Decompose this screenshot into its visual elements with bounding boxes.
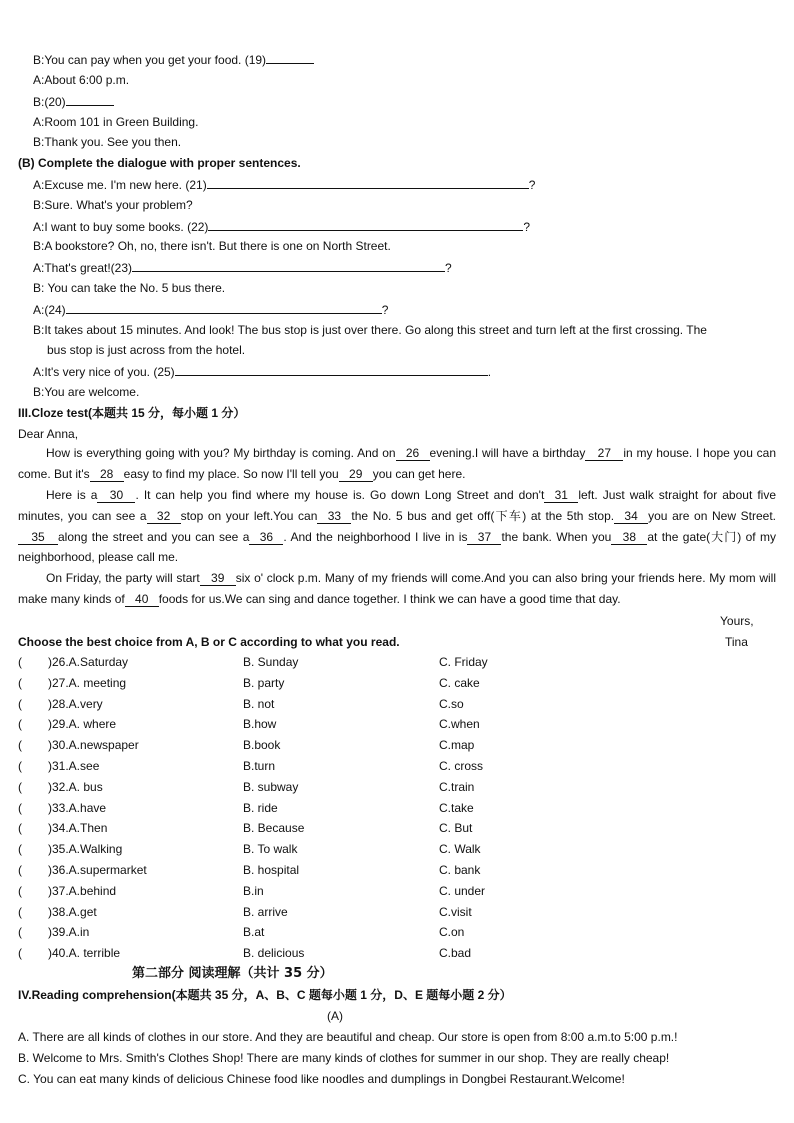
cloze-paragraph-3: On Friday, the party will start 39 six o' clock p.m. Many of my friends will come.And you can also bring your friends here. My mom will make many kinds of 40 foods for us.We can sing and dance together. I think we can have a good time that day. bbox=[18, 571, 776, 606]
dialogue-line: A:About 6:00 p.m. bbox=[33, 73, 130, 87]
reading-item-c: C. You can eat many kinds of delicious Chinese food like noodles and dumplings in Dongbei Restaurant.Welcome! bbox=[18, 1072, 625, 1086]
cloze-blank-26[interactable]: 26 bbox=[396, 446, 430, 461]
option-a: )36.A.supermarket bbox=[48, 863, 147, 877]
answer-paren[interactable]: ( bbox=[18, 821, 22, 836]
answer-paren[interactable]: ( bbox=[18, 717, 22, 732]
cloze-blank-28[interactable]: 28 bbox=[90, 467, 124, 482]
option-c: C.visit bbox=[439, 904, 472, 919]
dialogue-line-19: B:You can pay when you get your food. (19) bbox=[33, 51, 314, 67]
cloze-blank-37[interactable]: 37 bbox=[467, 530, 501, 545]
option-c: C.on bbox=[439, 925, 465, 940]
cloze-paragraph-2: Here is a 30 . It can help you find where my house is. Go down Long Street and don't 31 left. Just walk straight for about five minutes, you can see a 32 stop on your left.You can 33 the No. 5 bus and get off(下车) at the 5th stop. 34 you are on New Street.35 along the street and you can see a 36 . And the neighborhood I live in is 37 the bank. When you 38 at the gate(大门) of my neighborhood, please call me. bbox=[18, 488, 776, 565]
dialogue-line-24: A:(24) ? bbox=[33, 303, 389, 317]
option-c: C. But bbox=[439, 821, 473, 836]
option-b: B. hospital bbox=[243, 863, 300, 877]
dialogue-line-21: A:Excuse me. I'm new here. (21) ? bbox=[33, 178, 536, 192]
option-b: B. subway bbox=[243, 779, 299, 794]
section-heading-b: (B) Complete the dialogue with proper sentences. bbox=[18, 156, 301, 170]
answer-paren[interactable]: ( bbox=[18, 696, 22, 711]
dialogue-line: A:Room 101 in Green Building. bbox=[33, 115, 199, 129]
option-a: )27.A. meeting bbox=[48, 675, 127, 690]
option-c: C.bad bbox=[439, 946, 472, 961]
option-b: B.book bbox=[243, 738, 281, 753]
answer-paren[interactable]: ( bbox=[18, 738, 22, 753]
option-c: C. Walk bbox=[439, 842, 481, 857]
dialogue-line: B: You can take the No. 5 bus there. bbox=[33, 281, 226, 295]
answer-blank-22[interactable] bbox=[208, 218, 523, 231]
letter-closing: Yours, bbox=[720, 614, 754, 628]
option-b: B.at bbox=[243, 925, 265, 940]
option-a: )26.A.Saturday bbox=[48, 655, 129, 669]
cloze-blank-36[interactable]: 36 bbox=[249, 530, 283, 545]
dialogue-line-continuation: bus stop is just across from the hotel. bbox=[47, 343, 246, 357]
answer-paren[interactable]: ( bbox=[18, 842, 22, 857]
option-a: )28.A.very bbox=[48, 696, 103, 711]
option-a: )32.A. bus bbox=[48, 779, 103, 794]
cloze-blank-34[interactable]: 34 bbox=[614, 509, 648, 524]
option-c: C. cake bbox=[439, 675, 480, 690]
answer-blank-19[interactable] bbox=[266, 51, 314, 64]
option-b: B. not bbox=[243, 696, 275, 711]
option-c: C. Friday bbox=[439, 655, 488, 669]
cloze-blank-39[interactable]: 39 bbox=[200, 571, 236, 586]
answer-paren[interactable]: ( bbox=[18, 863, 22, 877]
option-b: B. To walk bbox=[243, 842, 298, 857]
cloze-blank-40[interactable]: 40 bbox=[125, 592, 159, 607]
dialogue-line-25: A:It's very nice of you. (25) . bbox=[33, 365, 492, 379]
dialogue-line-22: A:I want to buy some books. (22) ? bbox=[33, 220, 531, 234]
reading-item-a: A. There are all kinds of clothes in our store. And they are beautiful and cheap. Our store is open from 8:00 a.m.to 5:00 p.m.! bbox=[18, 1030, 678, 1044]
option-a: )29.A. where bbox=[48, 717, 117, 732]
option-c: C.when bbox=[439, 717, 480, 732]
dialogue-line: B:You are welcome. bbox=[33, 385, 140, 399]
dialogue-line: B:Thank you. See you then. bbox=[33, 135, 182, 149]
answer-blank-25[interactable] bbox=[175, 363, 488, 376]
option-b: B. ride bbox=[243, 800, 278, 815]
reading-item-b: B. Welcome to Mrs. Smith's Clothes Shop! There are many kinds of clothes for summer in our shop. They are really cheap! bbox=[18, 1051, 670, 1065]
option-a: )30.A.newspaper bbox=[48, 738, 139, 753]
option-a: )33.A.have bbox=[48, 800, 107, 815]
reading-heading: IV.Reading comprehension(本题共 35 分，A、B、C 题每小题 1 分，D、E 题每小题 2 分） bbox=[18, 988, 512, 1002]
answer-paren[interactable]: ( bbox=[18, 925, 22, 940]
letter-signature: Tina bbox=[725, 635, 748, 649]
option-c: C.train bbox=[439, 779, 475, 794]
option-b: B. delicious bbox=[243, 946, 305, 961]
option-a: )34.A.Then bbox=[48, 821, 108, 836]
cloze-blank-32[interactable]: 32 bbox=[147, 509, 181, 524]
cloze-blank-35[interactable]: 35 bbox=[18, 530, 58, 545]
answer-paren[interactable]: ( bbox=[18, 904, 22, 919]
cloze-blank-30[interactable]: 30 bbox=[97, 488, 135, 503]
answer-blank-23[interactable] bbox=[132, 259, 445, 272]
dialogue-line: B:It takes about 15 minutes. And look! The bus stop is just over there. Go along this street and turn left at the first crossing. The bbox=[33, 323, 707, 337]
option-b: B.turn bbox=[243, 759, 276, 773]
cloze-instruction: Choose the best choice from A, B or C according to what you read. bbox=[18, 635, 400, 649]
letter-greeting: Dear Anna, bbox=[18, 427, 79, 441]
option-b: B. Sunday bbox=[243, 655, 299, 669]
reading-subsection-a: (A) bbox=[327, 1009, 343, 1023]
answer-paren[interactable]: ( bbox=[18, 800, 22, 815]
cloze-blank-33[interactable]: 33 bbox=[317, 509, 351, 524]
option-b: B. party bbox=[243, 675, 285, 690]
answer-paren[interactable]: ( bbox=[18, 655, 22, 669]
option-c: C. cross bbox=[439, 759, 484, 773]
dialogue-line-23: A:That's great!(23) ? bbox=[33, 261, 452, 275]
option-b: B. arrive bbox=[243, 904, 288, 919]
option-a: )38.A.get bbox=[48, 904, 97, 919]
cloze-paragraph-1: How is everything going with you? My birthday is coming. And on 26 evening.I will have a birthday 27 in my house. I hope you can come. But it's 28 easy to find my place. So now I'll tell you 29 you can get here. bbox=[18, 446, 777, 481]
option-c: C. bank bbox=[439, 863, 481, 877]
answer-paren[interactable]: ( bbox=[18, 946, 22, 961]
answer-paren[interactable]: ( bbox=[18, 759, 22, 773]
option-c: C.so bbox=[439, 696, 464, 711]
option-b: B.in bbox=[243, 883, 264, 898]
option-b: B.how bbox=[243, 717, 277, 732]
option-c: C. under bbox=[439, 883, 486, 898]
option-a: )31.A.see bbox=[48, 759, 100, 773]
answer-paren[interactable]: ( bbox=[18, 675, 22, 690]
answer-blank-24[interactable] bbox=[66, 301, 382, 314]
answer-blank-20[interactable] bbox=[66, 93, 114, 106]
option-a: )39.A.in bbox=[48, 925, 90, 940]
option-b: B. Because bbox=[243, 821, 305, 836]
option-a: )35.A.Walking bbox=[48, 842, 123, 857]
dialogue-line: B:Sure. What's your problem? bbox=[33, 198, 193, 212]
cloze-blank-29[interactable]: 29 bbox=[339, 467, 373, 482]
option-c: C.take bbox=[439, 800, 474, 815]
answer-blank-21[interactable] bbox=[207, 176, 529, 189]
dialogue-line: B:A bookstore? Oh, no, there isn't. But there is one on North Street. bbox=[33, 239, 391, 253]
answer-paren[interactable]: ( bbox=[18, 883, 22, 898]
cloze-blank-31[interactable]: 31 bbox=[544, 488, 578, 503]
cloze-blank-38[interactable]: 38 bbox=[611, 530, 647, 545]
cloze-heading: III.Cloze test(本题共 15 分，每小题 1 分） bbox=[18, 406, 246, 420]
option-c: C.map bbox=[439, 738, 475, 753]
dialogue-line-20: B:(20) bbox=[33, 93, 114, 109]
option-a: )37.A.behind bbox=[48, 883, 117, 898]
answer-paren[interactable]: ( bbox=[18, 779, 22, 794]
cloze-blank-27[interactable]: 27 bbox=[585, 446, 623, 461]
part2-title: 第二部分 阅读理解（共计 35 分） bbox=[132, 966, 333, 981]
option-a: )40.A. terrible bbox=[48, 946, 121, 961]
